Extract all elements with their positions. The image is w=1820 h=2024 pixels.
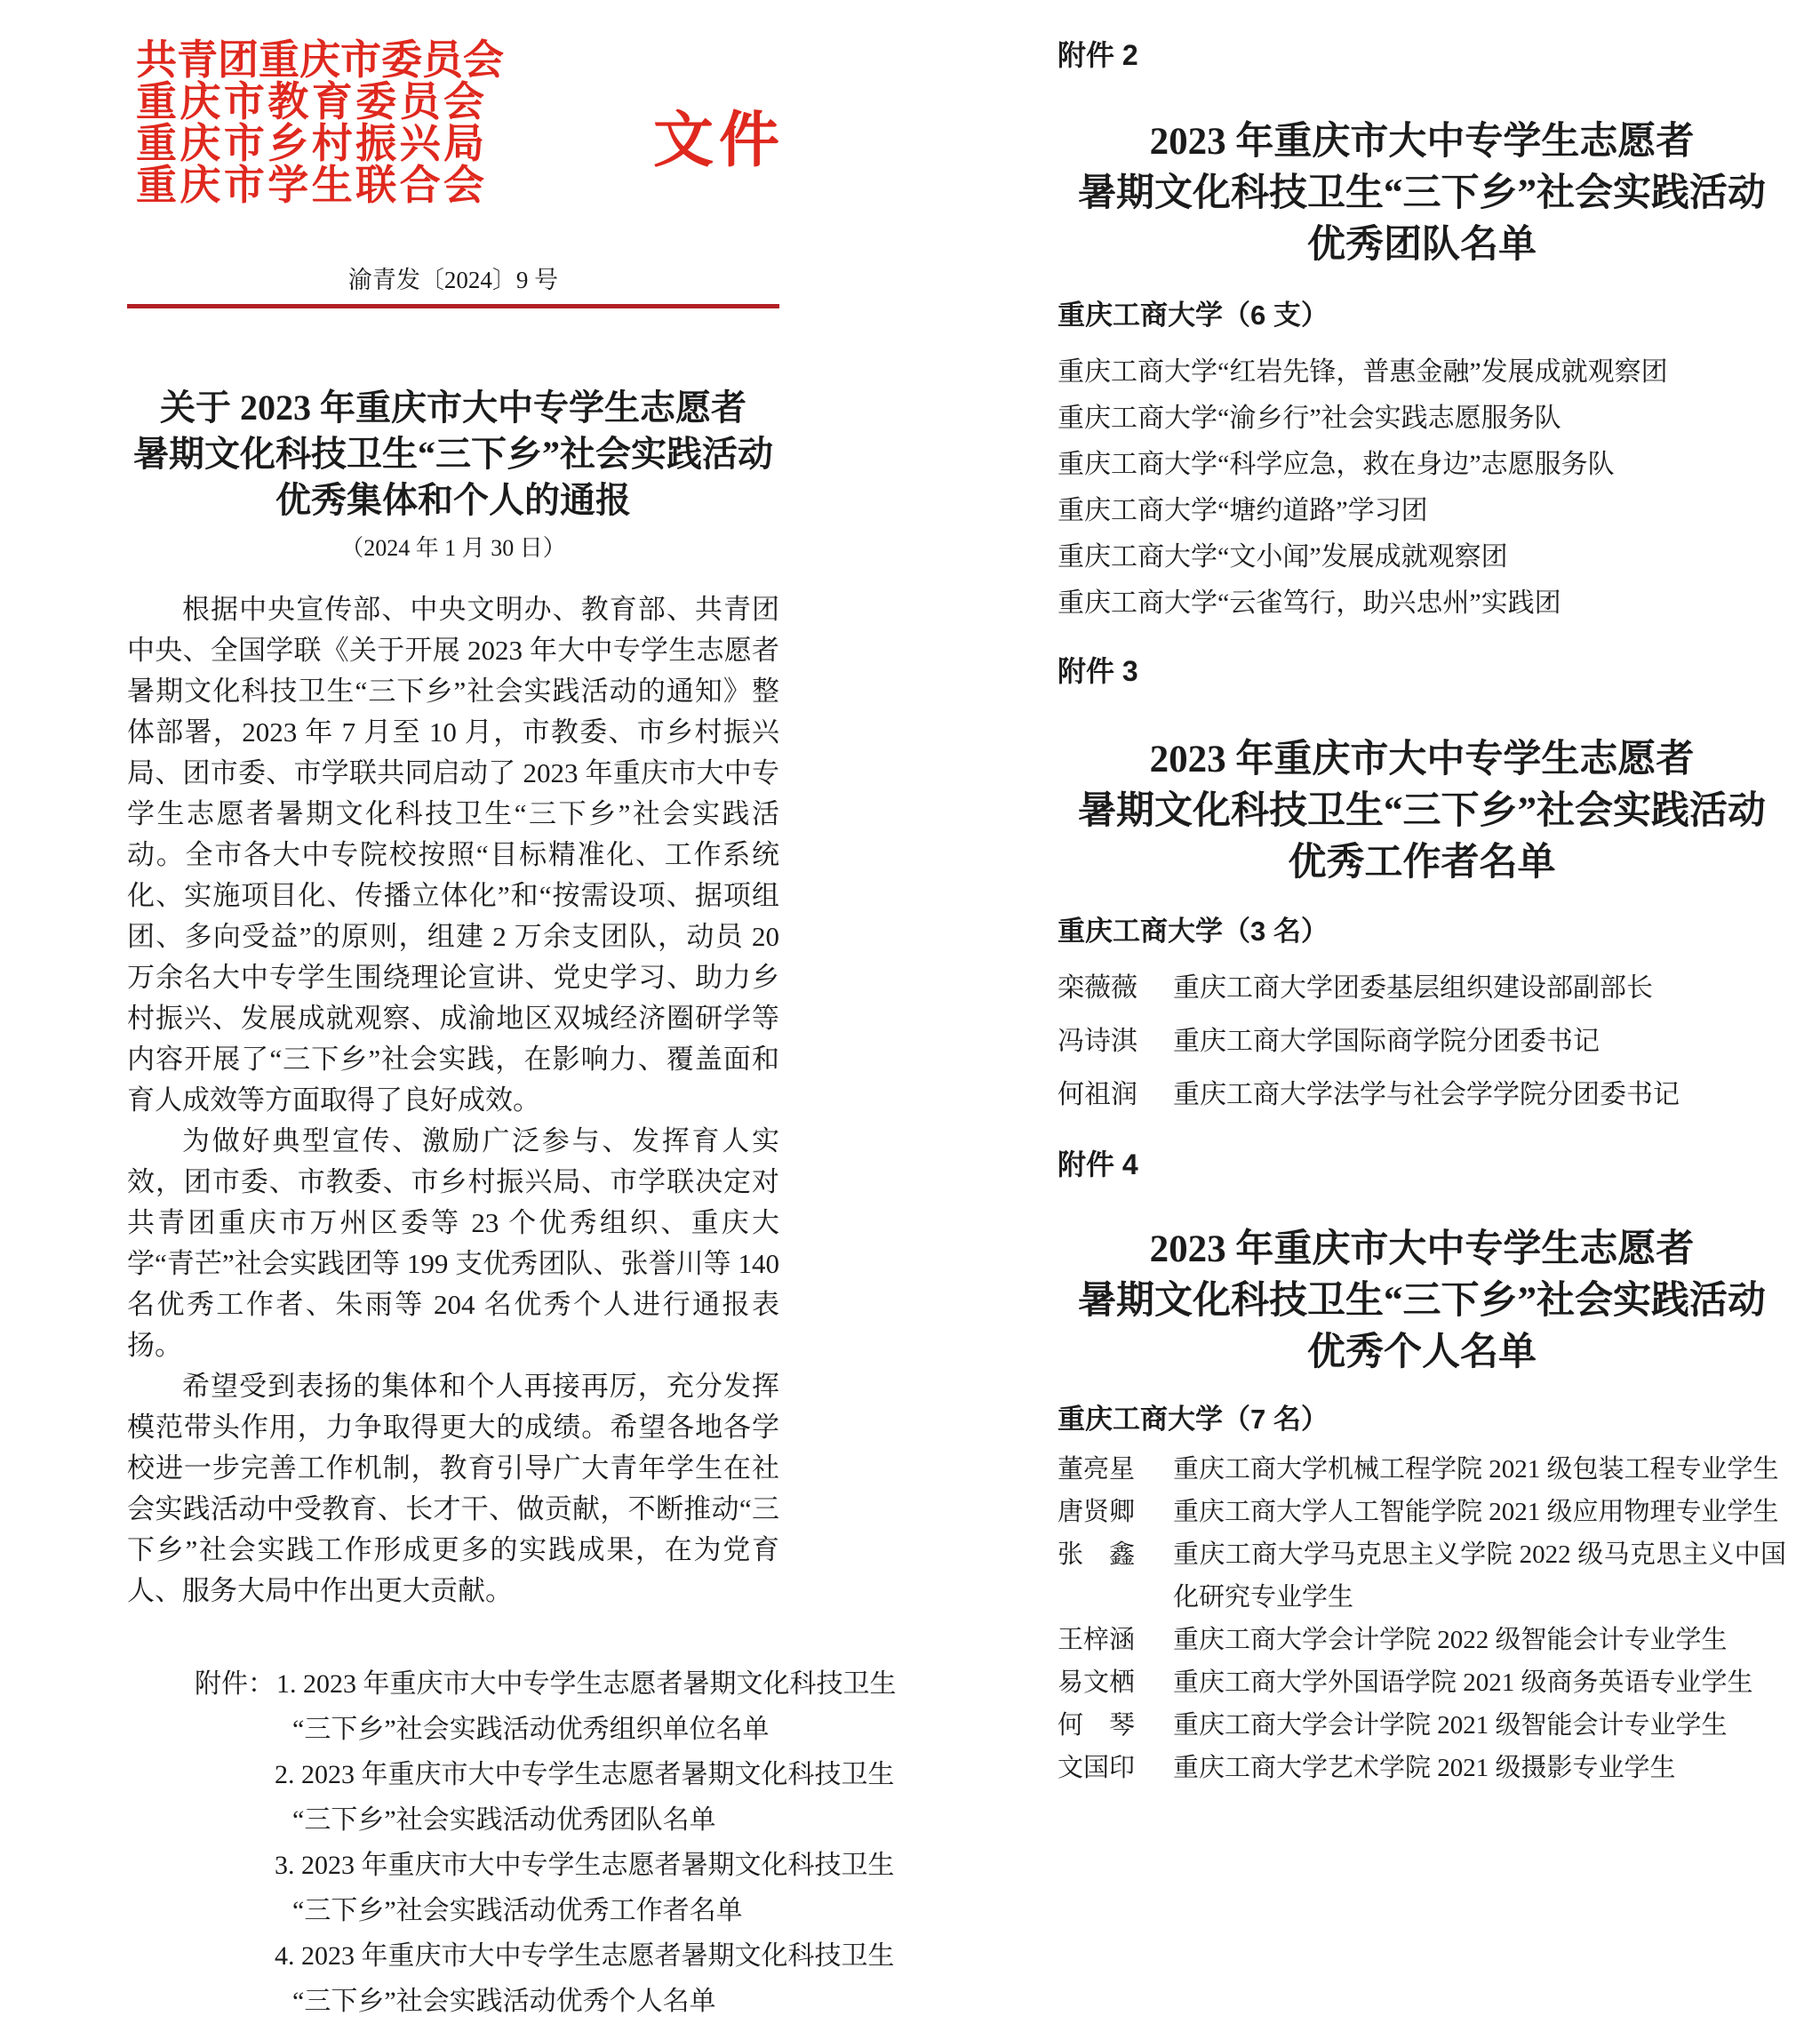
person-desc: 重庆工商大学会计学院 2022 级智能会计专业学生: [1173, 1626, 1728, 1654]
title-line: 2023 年重庆市大中专学生志愿者: [1149, 1228, 1695, 1270]
person-desc: 重庆工商大学机械工程学院 2021 级包装工程专业学生: [1173, 1455, 1779, 1484]
team-item: 重庆工商大学“文小闻”发展成就观察团: [1058, 542, 1508, 572]
red-letterhead: [127, 37, 786, 208]
red-separator: [127, 304, 779, 308]
person-name: 易文栖: [1058, 1668, 1136, 1697]
agency-line: 重庆市学生联合会: [136, 163, 484, 208]
agency-line: 重庆市教育委员会: [136, 79, 484, 124]
title-line: 暑期文化科技卫生“三下乡”社会实践活动: [133, 434, 773, 474]
attachment-item-line1: 1. 2023 年重庆市大中专学生志愿者暑期文化科技卫生: [276, 1669, 897, 1699]
agency-line: 共青团重庆市委员会: [136, 37, 504, 83]
document-date: （2024 年 1 月 30 日）: [340, 535, 566, 561]
agency-line: 重庆市乡村振兴局: [136, 121, 484, 166]
issuing-agencies: [136, 37, 504, 208]
team-item: 重庆工商大学“渝乡行”社会实践志愿服务队: [1058, 404, 1561, 433]
title-line: 2023 年重庆市大中专学生志愿者: [1149, 739, 1695, 780]
team-item: 重庆工商大学“科学应急，救在身边”志愿服务队: [1058, 450, 1615, 479]
person-name: 王梓涵: [1058, 1626, 1136, 1654]
appendix-3-title: [1058, 734, 1786, 889]
appendix-4-label: 附件 4: [1058, 1148, 1138, 1180]
appendix-4-title: [1058, 1224, 1786, 1379]
attachment-item-line1: 3. 2023 年重庆市大中专学生志愿者暑期文化科技卫生: [275, 1851, 895, 1880]
person-row: [1058, 1491, 1786, 1533]
attachment-item-line2: “三下乡”社会实践活动优秀组织单位名单: [292, 1715, 770, 1744]
team-item: 重庆工商大学“红岩先锋，普惠金融”发展成就观察团: [1058, 357, 1668, 387]
attachment-item-line2: “三下乡”社会实践活动优秀个人名单: [292, 1987, 716, 2016]
person-desc: 重庆工商大学会计学院 2021 级智能会计专业学生: [1173, 1711, 1728, 1740]
team-list: [1058, 349, 1786, 627]
title-line: 2023 年重庆市大中专学生志愿者: [1149, 121, 1695, 163]
title-line: 优秀集体和个人的通报: [275, 480, 631, 520]
person-desc: 重庆工商大学国际商学院分团委书记: [1173, 1027, 1600, 1056]
doc-number: 渝青发〔2024〕9 号: [347, 267, 559, 293]
attachment-item-line1: 4. 2023 年重庆市大中专学生志愿者暑期文化科技卫生: [275, 1941, 895, 1971]
person-row: [1058, 1704, 1786, 1747]
title-line: 优秀个人名单: [1307, 1332, 1537, 1373]
document-body: [127, 589, 779, 1612]
person-desc: 重庆工商大学法学与社会学学院分团委书记: [1173, 1080, 1680, 1109]
school-group-header: 重庆工商大学（6 支）: [1058, 300, 1329, 331]
title-line: 优秀工作者名单: [1288, 842, 1556, 884]
person-desc: 重庆工商大学团委基层组织建设部副部长: [1173, 973, 1653, 1003]
person-name: 董亮星: [1058, 1455, 1136, 1484]
person-desc: 重庆工商大学人工智能学院 2021 级应用物理专业学生: [1173, 1498, 1779, 1526]
person-row: [1058, 1448, 1786, 1491]
person-row: [1058, 1619, 1786, 1661]
page-right: [1049, 0, 1786, 1789]
team-item: 重庆工商大学“云雀笃行，助兴忠州”实践团: [1058, 588, 1561, 618]
person-row: [1058, 1015, 1786, 1068]
person-name: 张 鑫: [1058, 1540, 1136, 1569]
attachment-item-line2: “三下乡”社会实践活动优秀工作者名单: [292, 1896, 743, 1925]
person-desc: 重庆工商大学马克思主义学院 2022 级马克思主义中国化研究专业学生: [1173, 1540, 1786, 1612]
person-row: [1058, 1747, 1786, 1789]
title-line: 关于 2023 年重庆市大中专学生志愿者: [160, 388, 746, 428]
person-name: 冯诗淇: [1058, 1027, 1138, 1056]
attachment-item-line: [195, 1661, 897, 1707]
document-title: [127, 385, 779, 524]
title-line: 优秀团队名单: [1307, 224, 1537, 266]
appendix-3-label: 附件 3: [1058, 655, 1138, 687]
attachment-label: 附件：: [195, 1669, 275, 1699]
attachment-item-line1: 2. 2023 年重庆市大中专学生志愿者暑期文化科技卫生: [275, 1760, 895, 1789]
school-group-header: 重庆工商大学（7 名）: [1058, 1404, 1329, 1435]
team-item: 重庆工商大学“塘约道路”学习团: [1058, 496, 1428, 525]
person-name: 何 琴: [1058, 1711, 1136, 1740]
attachment-item-line2: “三下乡”社会实践活动优秀团队名单: [292, 1805, 716, 1835]
school-group-header: 重庆工商大学（3 名）: [1058, 916, 1329, 947]
person-name: 文国印: [1058, 1754, 1136, 1782]
person-row: [1058, 962, 1786, 1015]
person-row: [1058, 1533, 1786, 1619]
title-line: 暑期文化科技卫生“三下乡”社会实践活动: [1078, 1280, 1766, 1322]
attachment-list: [127, 1661, 897, 2024]
person-row: [1058, 1068, 1786, 1122]
person-name: 唐贤卿: [1058, 1498, 1136, 1526]
page-left: [127, 0, 897, 2024]
body-paragraph: 为做好典型宣传、激励广泛参与、发挥育人实效，团市委、市教委、市乡村振兴局、市学联决定对共青团重庆市万州区委等 23 个优秀组织、重庆大学“青芒”社会实践团等 199 支优秀团队、张誉川等 140 名优秀工作者、朱雨等 204 名优秀个人进行通报表扬。: [127, 1125, 779, 1361]
body-paragraph: 根据中央宣传部、中央文明办、教育部、共青团中央、全国学联《关于开展 2023 年大中专学生志愿者暑期文化科技卫生“三下乡”社会实践活动的通知》整体部署，2023 年 7 月至 10 月，市教委、市乡村振兴局、团市委、市学联共同启动了 2023 年重庆市大中专学生志愿者暑期文化科技卫生“三下乡”社会实践活动。全市各大中专院校按照“目标精准化、工作系统化、实施项目化、传播立体化”和“按需设项、据项组团、多向受益”的原则，组建 2 万余支团队，动员 20 万余名大中专学生围绕理论宣讲、党史学习、助力乡村振兴、发展成就观察、成渝地区双城经济圈研学等内容开展了“三下乡”社会实践，在影响力、覆盖面和育人成效等方面取得了良好成效。: [127, 594, 779, 1116]
title-line: 暑期文化科技卫生“三下乡”社会实践活动: [1078, 790, 1766, 832]
person-desc: 重庆工商大学外国语学院 2021 级商务英语专业学生: [1173, 1668, 1753, 1697]
person-desc: 重庆工商大学艺术学院 2021 级摄影专业学生: [1173, 1754, 1676, 1782]
appendix-2-title: [1058, 116, 1786, 271]
worker-list: [1058, 962, 1786, 1122]
doc-type-mark: 文件: [653, 107, 786, 174]
person-row: [1058, 1661, 1786, 1704]
appendix-2-label: 附件 2: [1058, 39, 1138, 71]
title-line: 暑期文化科技卫生“三下乡”社会实践活动: [1078, 172, 1766, 214]
person-name: 何祖润: [1058, 1080, 1138, 1109]
person-name: 栾薇薇: [1058, 973, 1138, 1003]
individual-list: [1058, 1448, 1786, 1789]
body-paragraph: 希望受到表扬的集体和个人再接再厉，充分发挥模范带头作用，力争取得更大的成绩。希望各地各学校进一步完善工作机制，教育引导广大青年学生在社会实践活动中受教育、长才干、做贡献，不断推动“三下乡”社会实践工作形成更多的实践成果，在为党育人、服务大局中作出更大贡献。: [127, 1371, 779, 1606]
